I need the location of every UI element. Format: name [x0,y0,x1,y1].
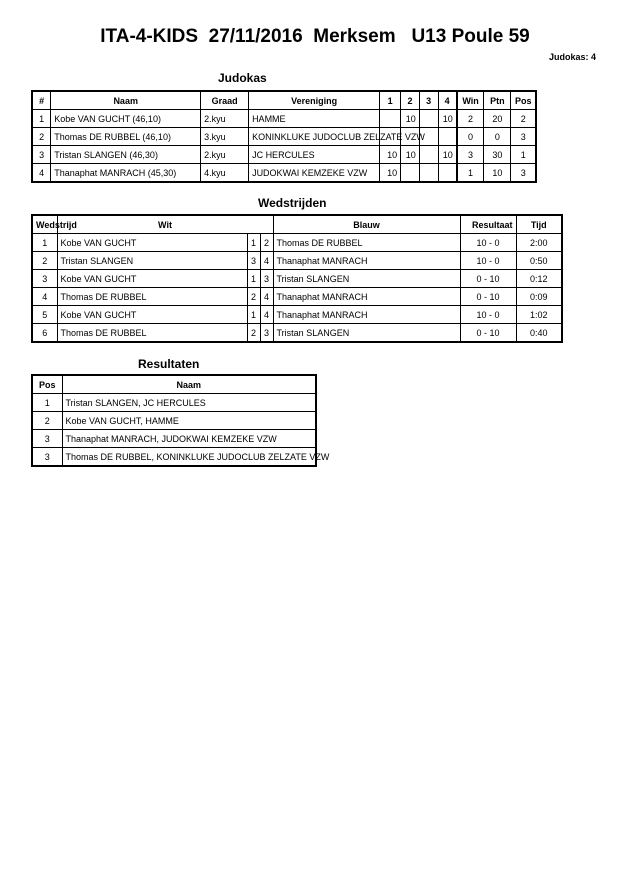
match-blauw-nr-cell: 4 [260,306,273,324]
judoka-s4-cell [438,128,457,146]
match-nr-cell: 4 [32,288,57,306]
match-resultaat-cell: 10 - 0 [460,306,516,324]
match-resultaat-cell: 0 - 10 [460,270,516,288]
judoka-pos-cell: 2 [511,110,536,128]
judokas-col-header: 3 [419,91,438,110]
judoka-s2-cell: 10 [401,146,420,164]
match-wit-nr-cell: 2 [247,324,260,343]
judoka-s1-cell: 10 [380,146,401,164]
match-row [32,252,562,270]
judoka-row [32,164,536,183]
match-wit-cell: Kobe VAN GUCHT [57,270,247,288]
match-wit-nr-cell: 1 [247,270,260,288]
match-blauw-cell: Tristan SLANGEN [273,324,460,343]
judokas-col-header: Win [457,91,484,110]
result-row [32,412,316,430]
judoka-vereniging-cell: KONINKLUKE JUDOCLUB ZELZATE VZW [249,128,380,146]
match-tijd-cell: 0:50 [516,252,562,270]
judokas-col-header: 2 [401,91,420,110]
result-row [32,448,316,467]
judoka-win-cell: 2 [457,110,484,128]
judokas-col-header: Vereniging [249,91,380,110]
match-blauw-cell: Thanaphat MANRACH [273,306,460,324]
match-blauw-nr-cell: 4 [260,288,273,306]
result-row [32,430,316,448]
match-blauw-cell: Thomas DE RUBBEL [273,234,460,252]
wedstrijden-col-header: Blauw [273,215,460,234]
match-wit-nr-cell: 3 [247,252,260,270]
match-wit-cell: Kobe VAN GUCHT [57,306,247,324]
match-wit-cell: Tristan SLANGEN [57,252,247,270]
result-naam-cell: Tristan SLANGEN, JC HERCULES [62,394,316,412]
judoka-s2-cell: 10 [401,110,420,128]
result-naam-cell: Kobe VAN GUCHT, HAMME [62,412,316,430]
wedstrijden-col-header: Wit [57,215,273,234]
judoka-naam-cell: Thomas DE RUBBEL (46,10) [51,128,201,146]
judoka-graad-cell: 2.kyu [201,110,249,128]
result-pos-cell: 2 [32,412,62,430]
result-pos-cell: 3 [32,430,62,448]
judoka-vereniging-cell: HAMME [249,110,380,128]
judokas-section-title: Judokas [218,71,267,85]
match-blauw-nr-cell: 3 [260,324,273,343]
result-naam-cell: Thanaphat MANRACH, JUDOKWAI KEMZEKE VZW [62,430,316,448]
match-nr-cell: 5 [32,306,57,324]
match-blauw-nr-cell: 4 [260,252,273,270]
judokas-col-header: Graad [201,91,249,110]
judoka-pos-cell: 3 [511,128,536,146]
match-wit-nr-cell: 1 [247,306,260,324]
judoka-graad-cell: 2.kyu [201,146,249,164]
match-nr-cell: 3 [32,270,57,288]
page-title: ITA-4-KIDS 27/11/2016 Merksem U13 Poule 59 [100,26,530,47]
judokas-col-header: Pos [511,91,536,110]
wedstrijden-col-header: Wedstrijd [32,215,57,234]
match-row [32,288,562,306]
judoka-s1-cell [380,110,401,128]
judoka-naam-cell: Kobe VAN GUCHT (46,10) [51,110,201,128]
match-wit-cell: Kobe VAN GUCHT [57,234,247,252]
wedstrijden-header-row [32,215,562,234]
judoka-s3-cell [419,164,438,183]
judoka-naam-cell: Tristan SLANGEN (46,30) [51,146,201,164]
judoka-vereniging-cell: JUDOKWAI KEMZEKE VZW [249,164,380,183]
judoka-row [32,146,536,164]
judoka-ptn-cell: 0 [484,128,511,146]
match-resultaat-cell: 0 - 10 [460,288,516,306]
judoka-pos-cell: 1 [511,146,536,164]
judokas-col-header: Naam [51,91,201,110]
match-blauw-cell: Thanaphat MANRACH [273,288,460,306]
judoka-win-cell: 0 [457,128,484,146]
resultaten-section-title: Resultaten [138,357,200,371]
judoka-win-cell: 3 [457,146,484,164]
match-tijd-cell: 2:00 [516,234,562,252]
match-row [32,306,562,324]
match-nr-cell: 1 [32,234,57,252]
resultaten-table [31,374,330,467]
match-tijd-cell: 0:12 [516,270,562,288]
judoka-row [32,110,536,128]
judoka-naam-cell: Thanaphat MANRACH (45,30) [51,164,201,183]
judoka-count: Judokas: 4 [548,52,596,62]
judoka-win-cell: 1 [457,164,484,183]
judokas-table [31,90,537,183]
match-blauw-nr-cell: 3 [260,270,273,288]
judoka-s2-cell [401,164,420,183]
match-wit-cell: Thomas DE RUBBEL [57,324,247,343]
result-pos-cell: 1 [32,394,62,412]
match-nr-cell: 6 [32,324,57,343]
judokas-header-row [32,91,536,110]
resultaten-col-header: Naam [62,375,316,394]
match-tijd-cell: 0:40 [516,324,562,343]
judoka-s3-cell [419,146,438,164]
wedstrijden-col-header: Resultaat [460,215,516,234]
match-blauw-nr-cell: 2 [260,234,273,252]
judoka-graad-cell: 4.kyu [201,164,249,183]
judoka-s4-cell: 10 [438,146,457,164]
judoka-nr-cell: 2 [32,128,51,146]
judoka-s1-cell: 10 [380,164,401,183]
match-resultaat-cell: 0 - 10 [460,324,516,343]
match-blauw-cell: Thanaphat MANRACH [273,252,460,270]
judoka-ptn-cell: 30 [484,146,511,164]
judoka-nr-cell: 3 [32,146,51,164]
match-nr-cell: 2 [32,252,57,270]
wedstrijden-col-header: Tijd [516,215,562,234]
judoka-nr-cell: 4 [32,164,51,183]
match-row [32,270,562,288]
wedstrijden-section-title: Wedstrijden [258,196,327,210]
judoka-s4-cell [438,164,457,183]
judokas-col-header: # [32,91,51,110]
judoka-s3-cell [419,110,438,128]
match-blauw-cell: Tristan SLANGEN [273,270,460,288]
match-resultaat-cell: 10 - 0 [460,234,516,252]
judokas-col-header: Ptn [484,91,511,110]
match-tijd-cell: 0:09 [516,288,562,306]
match-resultaat-cell: 10 - 0 [460,252,516,270]
match-row [32,234,562,252]
match-row [32,324,562,343]
judoka-vereniging-cell: JC HERCULES [249,146,380,164]
judoka-row [32,128,536,146]
result-row [32,394,316,412]
resultaten-header-row [32,375,316,394]
judoka-ptn-cell: 20 [484,110,511,128]
wedstrijden-table [31,214,563,343]
match-tijd-cell: 1:02 [516,306,562,324]
judoka-ptn-cell: 10 [484,164,511,183]
match-wit-cell: Thomas DE RUBBEL [57,288,247,306]
judokas-col-header: 4 [438,91,457,110]
match-wit-nr-cell: 1 [247,234,260,252]
judoka-pos-cell: 3 [511,164,536,183]
result-pos-cell: 3 [32,448,62,467]
result-naam-cell: Thomas DE RUBBEL, KONINKLUKE JUDOCLUB ZELZATE VZW [62,448,316,467]
judoka-nr-cell: 1 [32,110,51,128]
judoka-s4-cell: 10 [438,110,457,128]
resultaten-col-header: Pos [32,375,62,394]
judokas-col-header: 1 [380,91,401,110]
judoka-graad-cell: 3.kyu [201,128,249,146]
match-wit-nr-cell: 2 [247,288,260,306]
